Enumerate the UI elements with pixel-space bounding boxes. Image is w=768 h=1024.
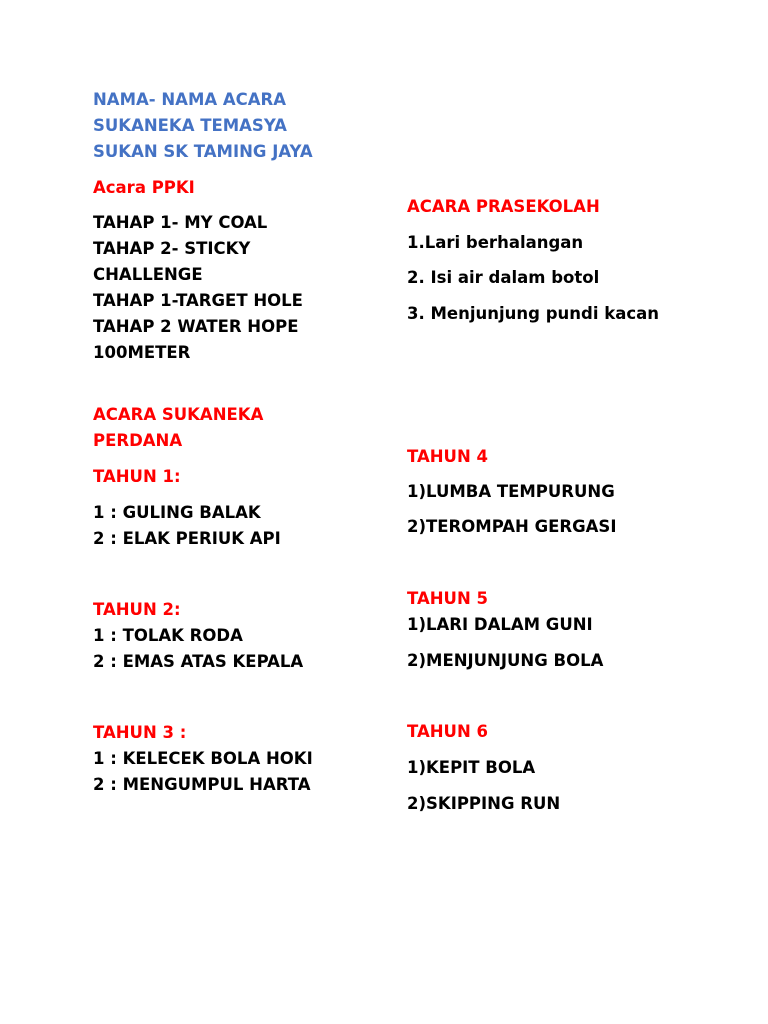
prasekolah-item: 1.Lari berhalangan: [407, 233, 584, 252]
ppki-item: CHALLENGE: [93, 265, 203, 284]
tahun1-item: 2 : ELAK PERIUK API: [93, 529, 281, 548]
tahun3-item: 2 : MENGUMPUL HARTA: [93, 775, 311, 794]
title-line-3: SUKAN SK TAMING JAYA: [93, 142, 313, 161]
ppki-item: TAHAP 2 WATER HOPE: [93, 317, 299, 336]
ppki-heading: Acara PPKI: [93, 178, 195, 197]
tahun4-item: 1)LUMBA TEMPURUNG: [407, 482, 615, 501]
tahun2-item: 2 : EMAS ATAS KEPALA: [93, 652, 304, 671]
prasekolah-item: 3. Menjunjung pundi kacan: [407, 304, 659, 323]
prasekolah-item: 2. Isi air dalam botol: [407, 268, 600, 287]
ppki-item: TAHAP 2- STICKY: [93, 239, 251, 258]
tahun6-item: 1)KEPIT BOLA: [407, 758, 536, 777]
tahun6-item: 2)SKIPPING RUN: [407, 794, 561, 813]
tahun4-item: 2)TEROMPAH GERGASI: [407, 517, 617, 536]
tahun1-heading: TAHUN 1:: [93, 467, 181, 486]
title-line-2: SUKANEKA TEMASYA: [93, 116, 287, 135]
tahun1-item: 1 : GULING BALAK: [93, 503, 261, 522]
tahun2-heading: TAHUN 2:: [93, 600, 181, 619]
tahun2-item: 1 : TOLAK RODA: [93, 626, 243, 645]
tahun5-heading: TAHUN 5: [407, 589, 488, 608]
ppki-item: TAHAP 1- MY COAL: [93, 213, 268, 232]
tahun6-heading: TAHUN 6: [407, 722, 488, 741]
tahun5-item: 2)MENJUNJUNG BOLA: [407, 651, 604, 670]
tahun3-heading: TAHUN 3 :: [93, 723, 187, 742]
ppki-item: 100METER: [93, 343, 191, 362]
perdana-heading-line-2: PERDANA: [93, 431, 183, 450]
prasekolah-heading: ACARA PRASEKOLAH: [407, 197, 600, 216]
perdana-heading-line-1: ACARA SUKANEKA: [93, 405, 264, 424]
title-line-1: NAMA- NAMA ACARA: [93, 90, 286, 109]
tahun4-heading: TAHUN 4: [407, 447, 488, 466]
tahun5-item: 1)LARI DALAM GUNI: [407, 615, 593, 634]
ppki-item: TAHAP 1-TARGET HOLE: [93, 291, 303, 310]
tahun3-item: 1 : KELECEK BOLA HOKI: [93, 749, 313, 768]
